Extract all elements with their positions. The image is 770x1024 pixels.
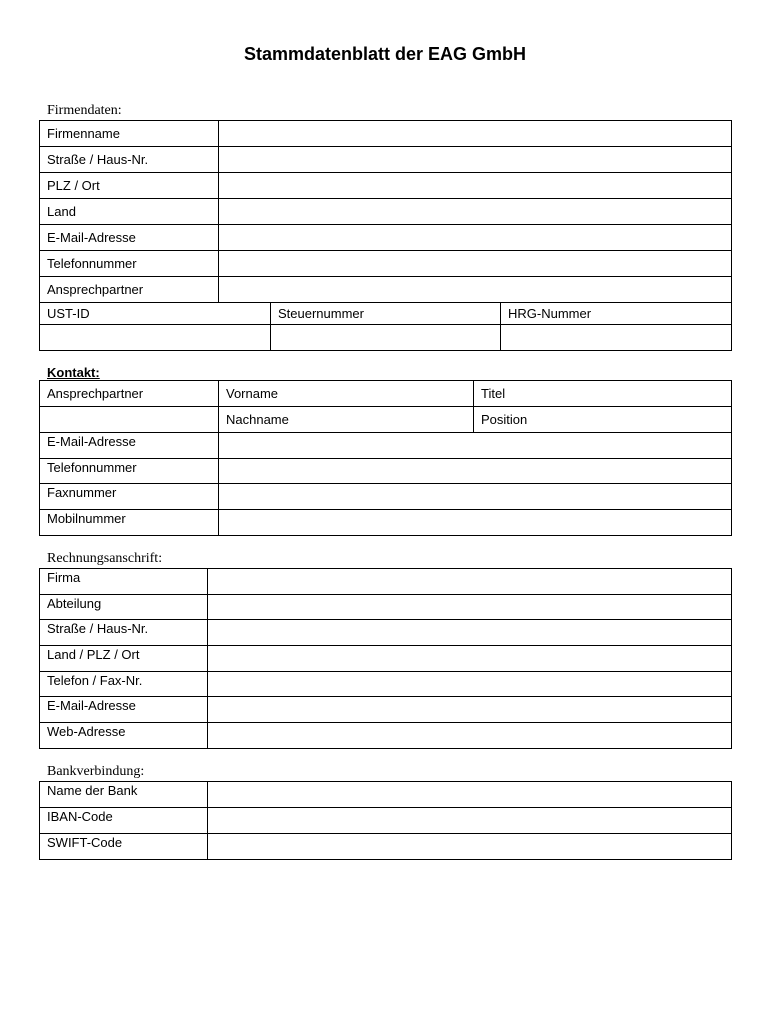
row-label: Ansprechpartner bbox=[40, 381, 219, 407]
row-label: Name der Bank bbox=[40, 782, 208, 808]
table-row bbox=[40, 381, 732, 407]
row-label: E-Mail-Adresse bbox=[40, 433, 219, 459]
section-heading-rechnung: Rechnungsanschrift: bbox=[47, 551, 163, 566]
table-row bbox=[40, 147, 732, 173]
row-label: Straße / Haus-Nr. bbox=[40, 620, 208, 646]
telefon-field[interactable] bbox=[219, 251, 732, 277]
row-label: Firma bbox=[40, 569, 208, 595]
table-row bbox=[40, 433, 732, 459]
row-label: Land bbox=[40, 199, 219, 225]
plz-ort-field[interactable] bbox=[219, 173, 732, 199]
row-label: Straße / Haus-Nr. bbox=[40, 147, 219, 173]
kontakt-email-field[interactable] bbox=[219, 433, 732, 459]
table-row bbox=[40, 484, 732, 510]
titel-field[interactable]: Titel bbox=[474, 381, 732, 407]
steuernummer-header: Steuernummer bbox=[271, 303, 501, 325]
ust-id-header: UST-ID bbox=[40, 303, 271, 325]
table-row bbox=[40, 407, 732, 433]
strasse-field[interactable] bbox=[219, 147, 732, 173]
row-label: Telefonnummer bbox=[40, 459, 219, 484]
row-label: IBAN-Code bbox=[40, 808, 208, 834]
land-field[interactable] bbox=[219, 199, 732, 225]
row-label: Telefon / Fax-Nr. bbox=[40, 672, 208, 697]
rechnung-abteilung-field[interactable] bbox=[208, 595, 732, 620]
row-label: Web-Adresse bbox=[40, 723, 208, 749]
position-field[interactable]: Position bbox=[474, 407, 732, 433]
row-label: SWIFT-Code bbox=[40, 834, 208, 860]
section-heading-kontakt: Kontakt: bbox=[47, 365, 100, 380]
firmendaten-table bbox=[39, 120, 732, 351]
hrg-nummer-header: HRG-Nummer bbox=[501, 303, 732, 325]
kontakt-table bbox=[39, 380, 732, 536]
firmenname-field[interactable] bbox=[219, 121, 732, 147]
rechnung-email-field[interactable] bbox=[208, 697, 732, 723]
kontakt-telefon-field[interactable] bbox=[219, 459, 732, 484]
table-row bbox=[40, 569, 732, 595]
page-title: Stammdatenblatt der EAG GmbH bbox=[243, 44, 527, 64]
table-row bbox=[40, 121, 732, 147]
table-row bbox=[40, 620, 732, 646]
row-label: Ansprechpartner bbox=[40, 277, 219, 303]
table-row bbox=[40, 595, 732, 620]
empty-cell bbox=[40, 407, 219, 433]
row-label: Mobilnummer bbox=[40, 510, 219, 536]
table-row bbox=[40, 277, 732, 303]
steuernummer-field[interactable] bbox=[271, 325, 501, 351]
table-row bbox=[40, 697, 732, 723]
table-row bbox=[40, 303, 732, 325]
table-row bbox=[40, 723, 732, 749]
table-row bbox=[40, 251, 732, 277]
ansprechpartner-field[interactable] bbox=[219, 277, 732, 303]
rechnung-strasse-field[interactable] bbox=[208, 620, 732, 646]
table-row bbox=[40, 834, 732, 860]
bank-name-field[interactable] bbox=[208, 782, 732, 808]
nachname-field[interactable]: Nachname bbox=[219, 407, 474, 433]
row-label: Telefonnummer bbox=[40, 251, 219, 277]
table-row bbox=[40, 808, 732, 834]
rechnung-table bbox=[39, 568, 732, 749]
row-label: Firmenname bbox=[40, 121, 219, 147]
table-row bbox=[40, 510, 732, 536]
kontakt-fax-field[interactable] bbox=[219, 484, 732, 510]
kontakt-mobil-field[interactable] bbox=[219, 510, 732, 536]
row-label: Faxnummer bbox=[40, 484, 219, 510]
table-row bbox=[40, 325, 732, 351]
section-heading-firmendaten: Firmendaten: bbox=[47, 103, 122, 118]
table-row bbox=[40, 225, 732, 251]
rechnung-land-plz-ort-field[interactable] bbox=[208, 646, 732, 672]
table-row bbox=[40, 459, 732, 484]
swift-field[interactable] bbox=[208, 834, 732, 860]
row-label: Abteilung bbox=[40, 595, 208, 620]
table-row bbox=[40, 672, 732, 697]
row-label: E-Mail-Adresse bbox=[40, 225, 219, 251]
table-row bbox=[40, 173, 732, 199]
row-label: PLZ / Ort bbox=[40, 173, 219, 199]
bank-table bbox=[39, 781, 732, 860]
table-row bbox=[40, 646, 732, 672]
hrg-nummer-field[interactable] bbox=[501, 325, 732, 351]
row-label: E-Mail-Adresse bbox=[40, 697, 208, 723]
table-row bbox=[40, 782, 732, 808]
row-label: Land / PLZ / Ort bbox=[40, 646, 208, 672]
email-field[interactable] bbox=[219, 225, 732, 251]
table-row bbox=[40, 199, 732, 225]
ust-id-field[interactable] bbox=[40, 325, 271, 351]
iban-field[interactable] bbox=[208, 808, 732, 834]
section-heading-bank: Bankverbindung: bbox=[47, 764, 145, 779]
rechnung-web-field[interactable] bbox=[208, 723, 732, 749]
vorname-field[interactable]: Vorname bbox=[219, 381, 474, 407]
rechnung-firma-field[interactable] bbox=[208, 569, 732, 595]
rechnung-telefon-fax-field[interactable] bbox=[208, 672, 732, 697]
